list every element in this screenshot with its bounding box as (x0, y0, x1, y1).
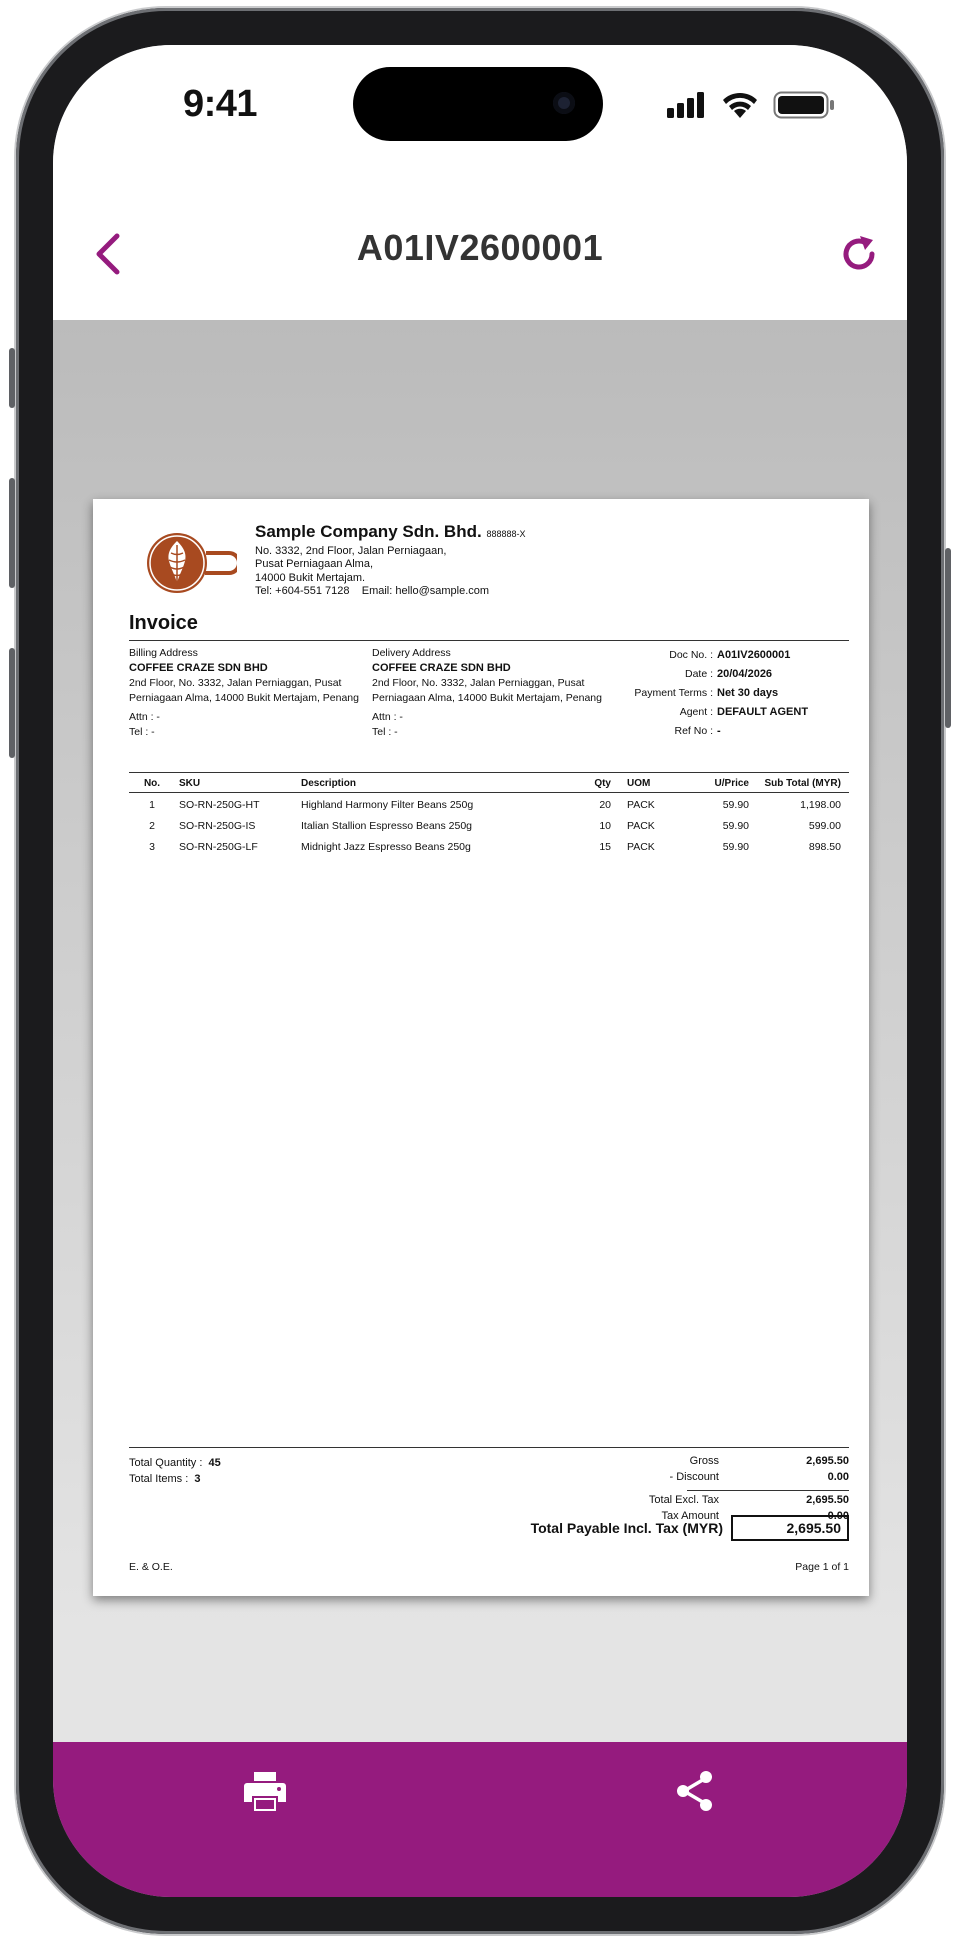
col-qty: Qty (571, 775, 615, 793)
meta-value: - (717, 725, 721, 737)
billing-tel: Tel : - (129, 726, 155, 738)
refresh-icon[interactable] (839, 234, 879, 274)
billing-label: Billing Address (129, 647, 198, 659)
cell-sku: SO-RN-250G-HT (179, 799, 260, 811)
total-payable-value: 2,695.50 (731, 1515, 849, 1541)
meta-key: Date : (684, 668, 713, 680)
cell-subtotal: 898.50 (808, 841, 841, 853)
printer-icon[interactable] (243, 1769, 287, 1813)
col-subtotal: Sub Total (MYR) (749, 775, 849, 793)
eoe-note: E. & O.E. (129, 1561, 173, 1573)
cell-uom: PACK (627, 841, 655, 853)
meta-value: A01IV2600001 (717, 649, 791, 661)
status-icons (667, 91, 835, 119)
action-button (9, 348, 15, 408)
meta-row (609, 665, 849, 684)
cell-qty: 10 (599, 820, 611, 832)
doc-meta (609, 646, 849, 741)
cell-description: Italian Stallion Espresso Beans 250g (301, 820, 473, 832)
table-row (129, 814, 849, 835)
delivery-address-text: 2nd Floor, No. 3332, Jalan Perniaggan, Pusat Perniagaan Alma, 14000 Bukit Mertajam, Penang (372, 677, 602, 704)
volume-down-button (9, 648, 15, 758)
company-name: Sample Company Sdn. Bhd. 888888-X (255, 522, 526, 541)
col-no: No. (129, 775, 175, 793)
col-unit-price: U/Price (689, 775, 749, 793)
col-sku: SKU (175, 775, 301, 793)
table-row (129, 835, 849, 856)
tax-label: Tax Amount (661, 1510, 719, 1522)
total-items-value: 3 (194, 1473, 201, 1485)
cell-qty: 20 (599, 799, 611, 811)
cellular-signal-icon (667, 92, 707, 118)
cell-no: 1 (149, 799, 155, 811)
cell-uom: PACK (627, 799, 655, 811)
table-row (129, 793, 849, 815)
delivery-label: Delivery Address (372, 647, 451, 659)
gross-label: Gross (689, 1455, 719, 1467)
total-items-label: Total Items : (129, 1473, 189, 1485)
divider (687, 1490, 849, 1491)
items-table (129, 775, 849, 856)
gross-value: 2,695.50 (806, 1455, 849, 1467)
screen (53, 45, 907, 1897)
meta-key: Payment Terms : (634, 687, 713, 699)
meta-key: Doc No. : (669, 649, 713, 661)
excl-tax-value: 2,695.50 (806, 1494, 849, 1506)
cell-unit-price: 59.90 (722, 841, 749, 853)
cell-subtotal: 1,198.00 (800, 799, 841, 811)
gross-row (529, 1455, 849, 1471)
cell-subtotal: 599.00 (808, 820, 841, 832)
meta-row (609, 684, 849, 703)
cell-description: Midnight Jazz Espresso Beans 250g (301, 841, 471, 853)
camera-icon (553, 92, 575, 114)
delivery-attn: Attn : - (372, 711, 403, 723)
cell-qty: 15 (599, 841, 611, 853)
col-description: Description (301, 775, 571, 793)
totals-summary (129, 1455, 221, 1487)
excl-tax-row (529, 1494, 849, 1510)
total-quantity (129, 1455, 221, 1471)
company-block (255, 522, 526, 599)
meta-row (609, 646, 849, 665)
coffee-cup-logo-icon (145, 527, 237, 601)
cell-sku: SO-RN-250G-IS (179, 820, 256, 832)
cell-uom: PACK (627, 820, 655, 832)
meta-value: Net 30 days (717, 687, 779, 699)
delivery-tel: Tel : - (372, 726, 398, 738)
divider (129, 1447, 849, 1448)
dynamic-island (353, 67, 603, 141)
bottom-toolbar (53, 1742, 907, 1897)
cell-no: 3 (149, 841, 155, 853)
billing-attn: Attn : - (129, 711, 160, 723)
phone-frame (16, 8, 944, 1934)
meta-key: Ref No : (674, 725, 713, 737)
discount-row (529, 1471, 849, 1487)
billing-address (129, 646, 359, 740)
col-uom: UOM (615, 775, 689, 793)
delivery-name: COFFEE CRAZE SDN BHD (372, 662, 511, 674)
share-icon[interactable] (673, 1769, 717, 1813)
delivery-address (372, 646, 602, 740)
company-address-line1: No. 3332, 2nd Floor, Jalan Perniagaan, (255, 544, 447, 557)
meta-row (609, 703, 849, 722)
nav-bar (53, 185, 907, 320)
billing-name: COFFEE CRAZE SDN BHD (129, 662, 268, 674)
status-time: 9:41 (183, 83, 258, 125)
page-title: A01IV2600001 (356, 227, 604, 268)
cell-sku: SO-RN-250G-LF (179, 841, 258, 853)
company-tel: Tel: +604-551 7128 (255, 585, 350, 597)
discount-label: - Discount (669, 1471, 719, 1483)
billing-address-text: 2nd Floor, No. 3332, Jalan Perniaggan, Pusat Perniagaan Alma, 14000 Bukit Mertajam, Penang (129, 677, 359, 704)
meta-row (609, 722, 849, 741)
cell-unit-price: 59.90 (722, 820, 749, 832)
invoice-title: Invoice (129, 612, 198, 634)
document-viewer[interactable] (53, 320, 907, 1780)
tax-value: 0.00 (827, 1510, 849, 1522)
meta-key: Agent : (679, 706, 713, 718)
company-email: Email: hello@sample.com (361, 585, 490, 597)
cell-no: 2 (149, 820, 155, 832)
company-address-line3: 14000 Bukit Mertajam. (255, 571, 366, 584)
status-bar (53, 45, 907, 185)
company-reg-no: 888888-X (486, 529, 526, 539)
wifi-icon (721, 91, 759, 119)
cell-description: Highland Harmony Filter Beans 250g (301, 799, 474, 811)
divider (129, 640, 849, 641)
meta-value: 20/04/2026 (717, 668, 773, 680)
battery-icon (773, 91, 835, 119)
total-quantity-value: 45 (208, 1457, 221, 1469)
company-contact (255, 585, 525, 599)
total-quantity-label: Total Quantity : (129, 1457, 203, 1469)
company-address-line2: Pusat Perniagaan Alma, (255, 558, 374, 570)
cell-unit-price: 59.90 (722, 799, 749, 811)
power-button (945, 548, 951, 728)
divider (129, 772, 849, 773)
total-payable-label: Total Payable Incl. Tax (MYR) (530, 1520, 723, 1536)
meta-value: DEFAULT AGENT (717, 706, 809, 718)
excl-tax-label: Total Excl. Tax (648, 1494, 719, 1506)
volume-up-button (9, 478, 15, 588)
discount-value: 0.00 (827, 1471, 849, 1483)
invoice-page (93, 499, 869, 1596)
table-header (129, 775, 849, 793)
total-items (129, 1471, 221, 1487)
total-payable (531, 1515, 849, 1541)
page-number: Page 1 of 1 (795, 1561, 849, 1573)
